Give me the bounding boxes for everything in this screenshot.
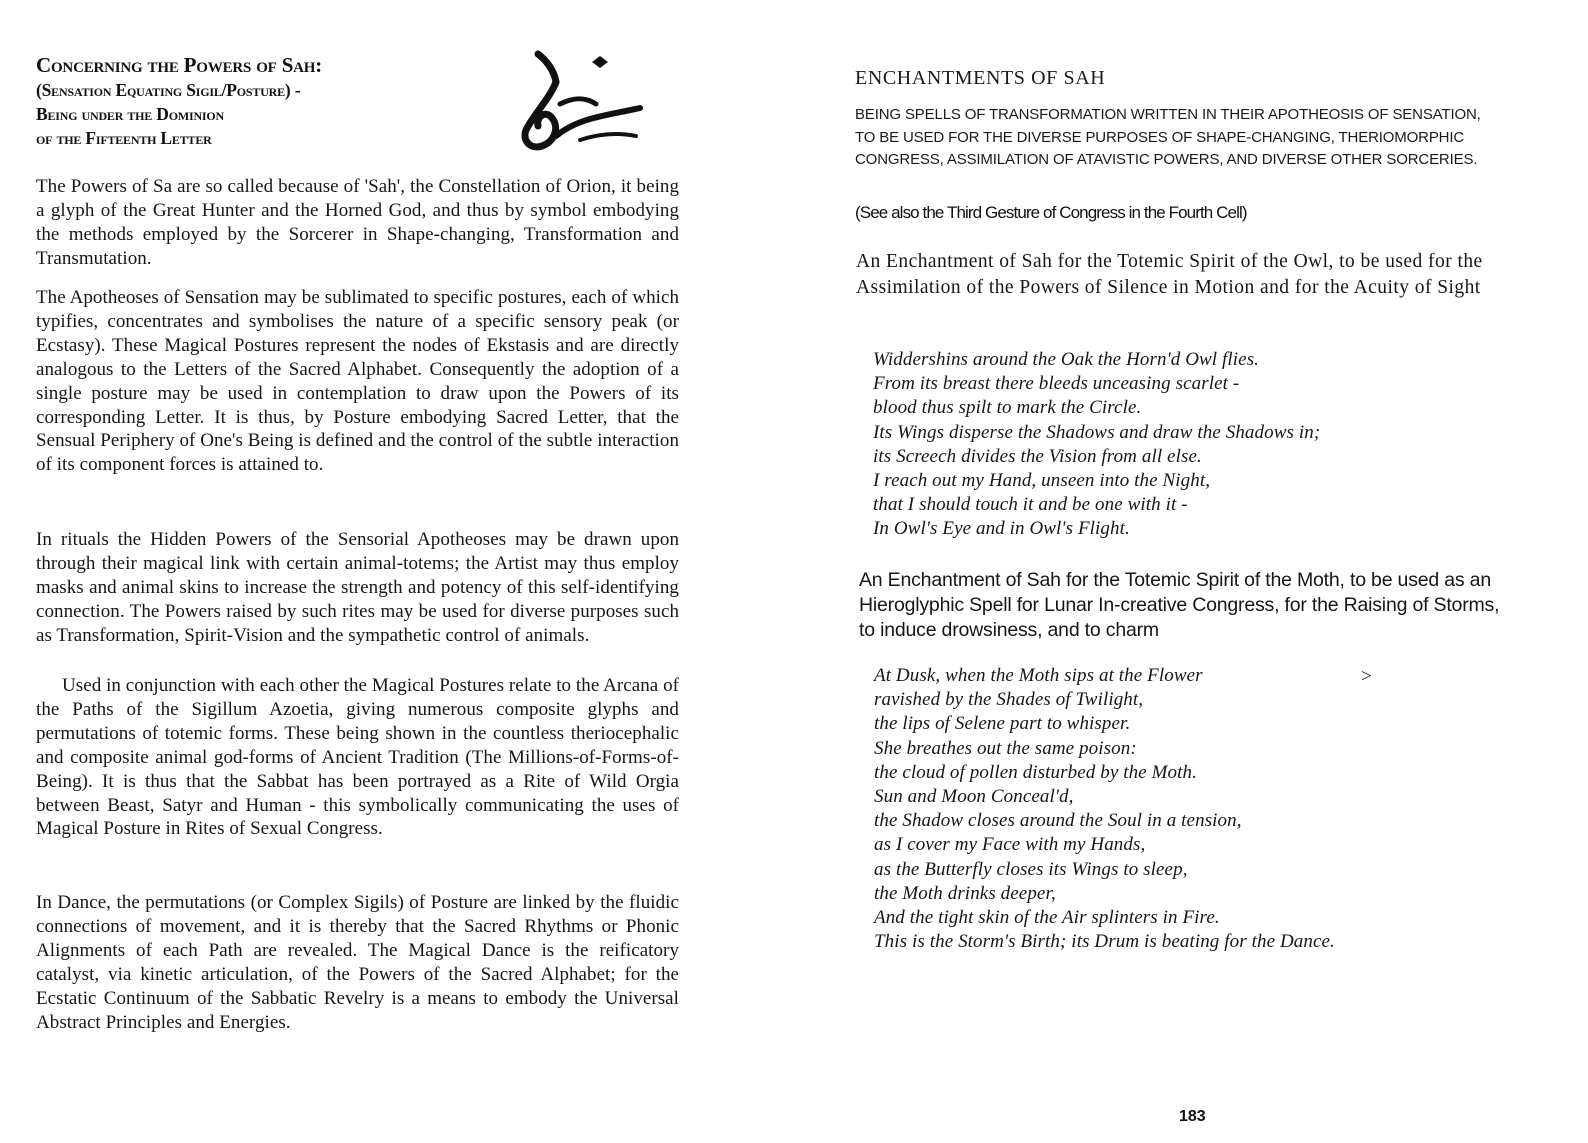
verse-line: At Dusk, when the Moth sips at the Flower [874,665,1203,686]
moth-enchantment-verse [874,664,1335,954]
verse-line: In Owl's Eye and in Owl's Flight. [873,518,1130,540]
verse-line: as I cover my Face with my Hands, [874,834,1146,856]
heading-line: Concerning the Powers of Sah: [36,53,323,77]
verse-line: And the tight skin of the Air splinters in Fire. [874,907,1220,929]
owl-enchantment-verse [873,348,1320,542]
margin-mark: > [1361,666,1372,687]
body-paragraph: In Dance, the permutations (or Complex Sigils) of Posture are linked by the fluidic connections of movement, and it is thereby that the Sacred Rhythms or Phonic Alignments of each Path are revealed. The Magical Dance is the reificatory catalyst, via kinetic articulation, of the Powers of the Sacred Alphabet; for the Ecstatic Continuum of the Sabbatic Revelry is a means to embody the Universal Abstract Principles and Energies. [36,892,679,1033]
verse-line: its Screech divides the Vision from all else. [873,445,1202,467]
verse-line: the Moth drinks deeper, [874,882,1056,904]
sah-sigil-icon [520,48,650,158]
right-page [794,0,1588,1143]
body-paragraph: Used in conjunction with each other the Magical Postures relate to the Arcana of the Paths of the Sigillum Azoetia, giving numerous composite glyphs and permutations of totemic forms. These being shown in the countless theriocephalic and composite animal god-forms of Ancient Tradition (The Millions-of-Forms-of-Being). It is thus that the Sabbat has been portrayed as a Rite of Wild Orgia between Beast, Satyr and Human - this symbolically communicating the uses of Magical Posture in Rites of Sexual Congress. [36,675,679,840]
verse-line: ravished by the Shades of Twilight, [874,689,1144,711]
enchantments-title: ENCHANTMENTS OF SAH [855,67,1106,89]
verse-line: as the Butterfly closes its Wings to sleep, [874,858,1188,880]
heading-line: Being under the Dominion [36,104,224,124]
heading-line: (Sensation Equating Sigil/Posture) - [36,80,301,100]
moth-enchantment-intro: An Enchantment of Sah for the Totemic Spirit of the Moth, to be used as an Hieroglyphic Spell for Lunar In-creative Congress, for the Raising of Storms, to induce drowsiness, and to charm [859,569,1500,641]
body-paragraph: The Apotheoses of Sensation may be sublimated to specific postures, each of which typifies, concentrates and symbolises the nature of a specific sensory peak (or Ecstasy). These Magical Postures represent the nodes of Ekstasis and are directly analogous to the Letters of the Sacred Alphabet. Consequently the adoption of a single posture may be used in contemplation to draw upon the Powers of its corresponding Letter. It is thus, by Posture embodying Sacred Letter, that the Sensual Periphery of One's Being is defined and the control of the subtle interaction of its component forces is attained to. [36,287,679,476]
verse-line: blood thus spilt to mark the Circle. [873,397,1142,419]
owl-enchantment-intro: An Enchantment of Sah for the Totemic Spirit of the Owl, to be used for the Assimilation of the Powers of Silence in Motion and for the Acuity of Sight [856,251,1483,298]
page-number: 183 [1179,1108,1206,1125]
see-also-note: (See also the Third Gesture of Congress in the Fourth Cell) [855,203,1247,222]
verse-line: Its Wings disperse the Shadows and draw the Shadows in; [873,421,1321,443]
verse-line: the lips of Selene part to whisper. [874,713,1131,735]
body-paragraph: In rituals the Hidden Powers of the Sensorial Apotheoses may be drawn upon through their magical link with certain animal-totems; the Artist may thus employ masks and animal skins to increase the strength and potency of this self-identifying connection. The Powers raised by such rites may be used for diverse purposes such as Transformation, Spirit-Vision and the sympathetic control of animals. [36,529,679,646]
verse-line: I reach out my Hand, unseen into the Night, [873,470,1211,492]
section-heading [36,52,456,150]
verse-line: the cloud of pollen disturbed by the Moth. [874,761,1197,783]
verse-line: Widdershins around the Oak the Horn'd Owl flies. [873,349,1260,370]
heading-line: of the Fifteenth Letter [36,128,212,148]
body-paragraph: The Powers of Sa are so called because of 'Sah', the Constellation of Orion, it being a glyph of the Great Hunter and the Horned God, and thus by symbol embodying the methods employed by the Sorcerer in Shape-changing, Transformation and Transmutation. [36,176,679,269]
verse-line: From its breast there bleeds unceasing scarlet - [873,373,1240,395]
verse-line: She breathes out the same poison: [874,737,1137,759]
verse-line: Sun and Moon Conceal'd, [874,786,1074,808]
verse-line: This is the Storm's Birth; its Drum is beating for the Dance. [874,931,1335,953]
enchantments-subtitle: BEING SPELLS OF TRANSFORMATION WRITTEN IN THEIR APOTHEOSIS OF SENSATION, TO BE USED FOR THE DIVERSE PURPOSES OF SHAPE-CHANGING, THERIOMORPHIC CONGRESS, ASSIMILATION OF ATAVISTIC POWERS, AND DIVERSE OTHER SORCERIES. [855,106,1481,168]
verse-line: the Shadow closes around the Soul in a tension, [874,810,1242,832]
verse-line: that I should touch it and be one with it - [873,494,1188,516]
